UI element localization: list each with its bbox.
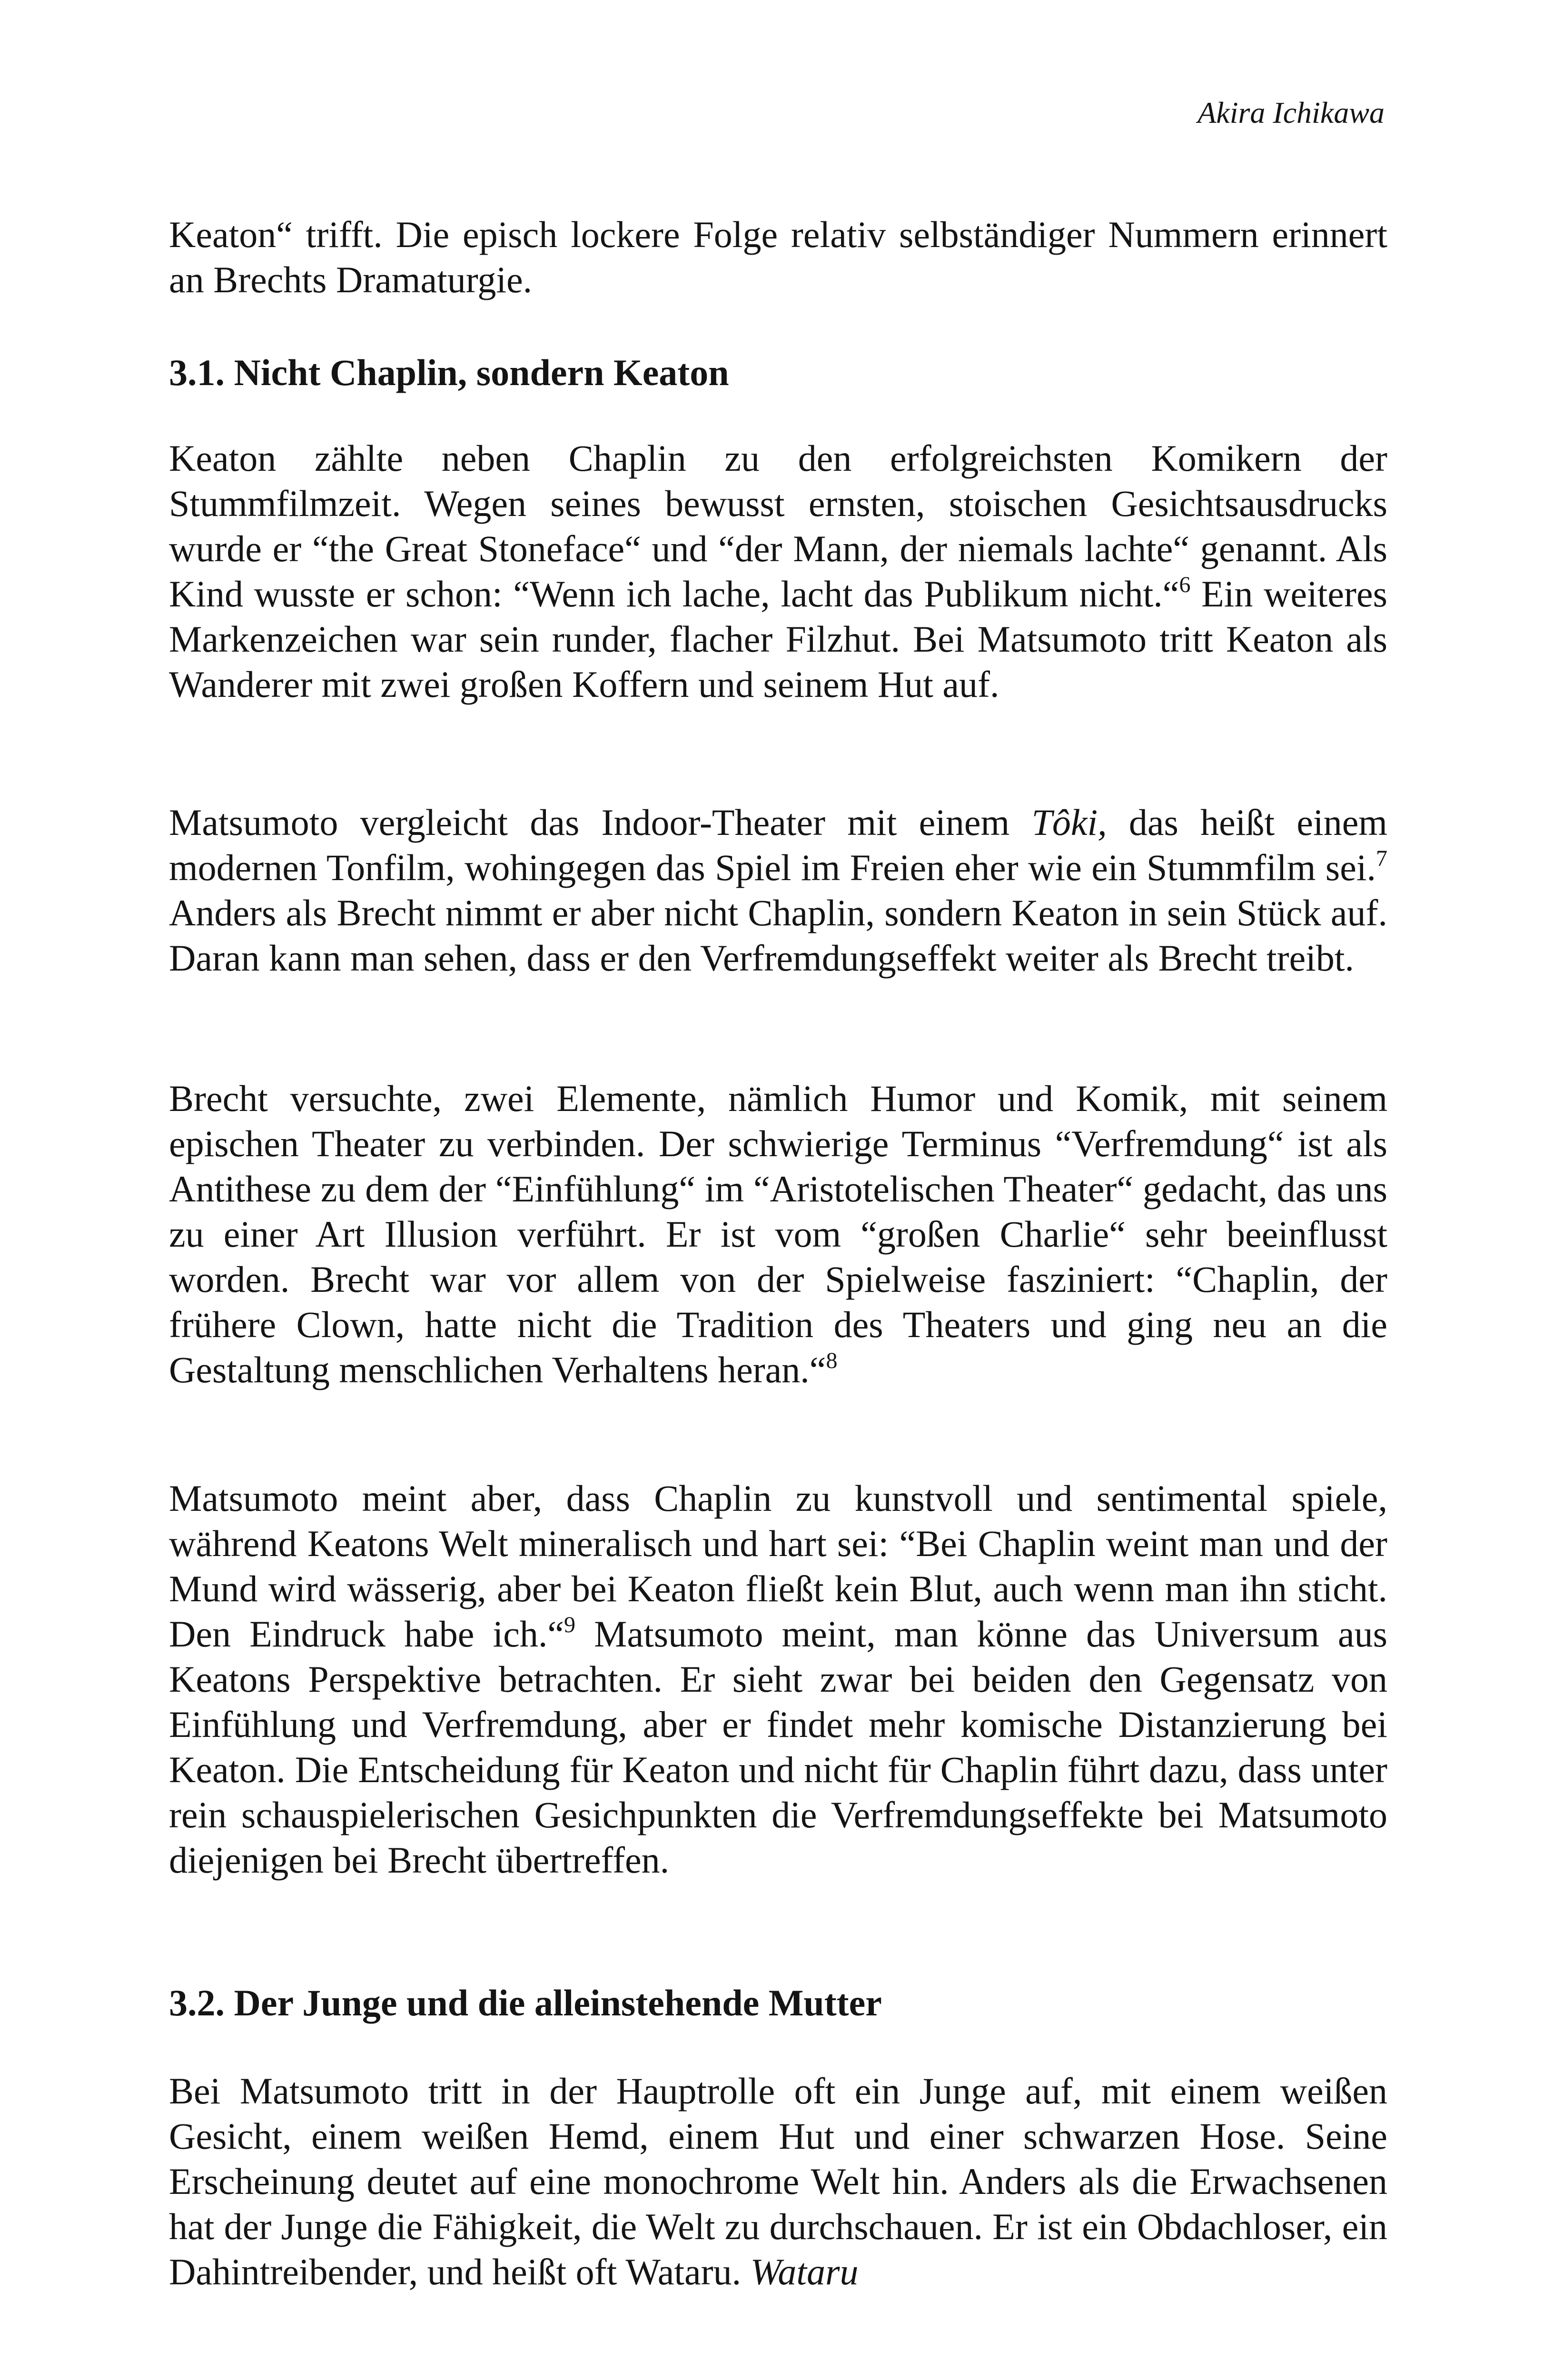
paragraph-matsumoto xyxy=(169,1476,1387,1883)
paragraph-text: Brecht versuchte, zwei Elemente, nämlich Humor und Komik, mit seinem epischen Theater zu verbinden. Der schwierige Terminus “Verfremdung“ ist als Antithese zu dem der “Einfühlung“ im “Aristotelischen Theater“ gedacht, das uns zu einer Art Illusion verführt. Er ist vom “großen Charlie“ sehr beeinflusst worden. Brecht war vor allem von der Spielweise fasziniert: “Chaplin, der frühere Clown, hatte nicht die Tradition des Theaters und ging neu an die Gestaltung menschlichen Verhaltens heran.“ xyxy=(169,1078,1387,1390)
paragraph-text: Keaton“ trifft. Die episch lockere Folge relativ selbständiger Nummern erinnert an Brechts Dramaturgie. xyxy=(169,214,1387,300)
paragraph-text: das heißt einem modernen Tonfilm, wohingegen das Spiel im Freien eher wie ein Stummfilm sei. xyxy=(169,802,1387,888)
paragraph-junge xyxy=(169,2068,1387,2294)
paragraph-text: Keaton zählte neben Chaplin zu den erfolgreichsten Komikern der Stummfilmzeit. Wegen seines bewusst ernsten, stoischen Gesichtsausdrucks wurde er “the Great Stoneface“ und “der Mann, der niemals lachte“ genannt. Als Kind wusste er schon: “Wenn ich lache, lacht das Publikum nicht.“ xyxy=(169,437,1387,615)
footnote-marker: 9 xyxy=(564,1612,575,1637)
paragraph-text: Matsumoto vergleicht das Indoor-Theater mit einem xyxy=(169,802,1032,843)
footnote-marker: 6 xyxy=(1179,572,1191,597)
paragraph-text: Matsumoto meint aber, dass Chaplin zu kunstvoll und sentimental spiele, während Keatons Welt mineralisch und hart sei: “Bei Chaplin weint man und der Mund wird wässerig, aber bei Keaton fließt kein Blut, auch wenn man ihn sticht. Den Eindruck habe ich.“ xyxy=(169,1478,1387,1655)
paragraph-toki xyxy=(169,800,1387,981)
footnote-marker: 7 xyxy=(1376,846,1387,871)
paragraph-italic-term: Wataru xyxy=(750,2251,859,2292)
paragraph-text: Matsumoto meint, man könne das Universum aus Keatons Perspektive betrachten. Er sieht zwar bei beiden den Gegensatz von Einfühlung und Verfremdung, aber er findet mehr komische Distanzierung bei Keaton. Die Entscheidung für Keaton und nicht für Chaplin führt dazu, dass unter rein schauspielerischen Gesichpunkten die Verfremdungseffekte bei Matsumoto diejenigen bei Brecht übertreffen. xyxy=(169,1613,1387,1881)
paragraph-brecht xyxy=(169,1076,1387,1392)
paragraph-text: Ein weiteres Markenzeichen war sein runder, flacher Filzhut. Bei Matsumoto tritt Keaton als Wanderer mit zwei großen Koffern und seinem Hut auf. xyxy=(169,573,1387,705)
paragraph-italic-term: Tôki, xyxy=(1031,802,1107,843)
paragraph-keaton xyxy=(169,436,1387,707)
paragraph-text: Anders als Brecht nimmt er aber nicht Chaplin, sondern Keaton in sein Stück auf. Daran kann man sehen, dass er den Verfremdungseffekt weiter als Brecht treibt. xyxy=(169,892,1387,979)
footnote-marker: 8 xyxy=(826,1348,838,1373)
paragraph-text: Bei Matsumoto tritt in der Hauptrolle oft ein Junge auf, mit einem weißen Gesicht, einem weißen Hemd, einem Hut und einer schwarzen Hose. Seine Erscheinung deutet auf eine monochrome Welt hin. Anders als die Erwachsenen hat der Junge die Fähigkeit, die Welt zu durchschauen. Er ist ein Obdachloser, ein Dahintreibender, und heißt oft Wataru. xyxy=(169,2070,1387,2292)
running-head-author: Akira Ichikawa xyxy=(1197,96,1385,129)
paragraph-continuation xyxy=(169,212,1387,302)
section-heading-3-1: 3.1. Nicht Chaplin, sondern Keaton xyxy=(169,352,729,393)
section-heading-3-2: 3.2. Der Junge und die alleinstehende Mutter xyxy=(169,1982,882,2023)
